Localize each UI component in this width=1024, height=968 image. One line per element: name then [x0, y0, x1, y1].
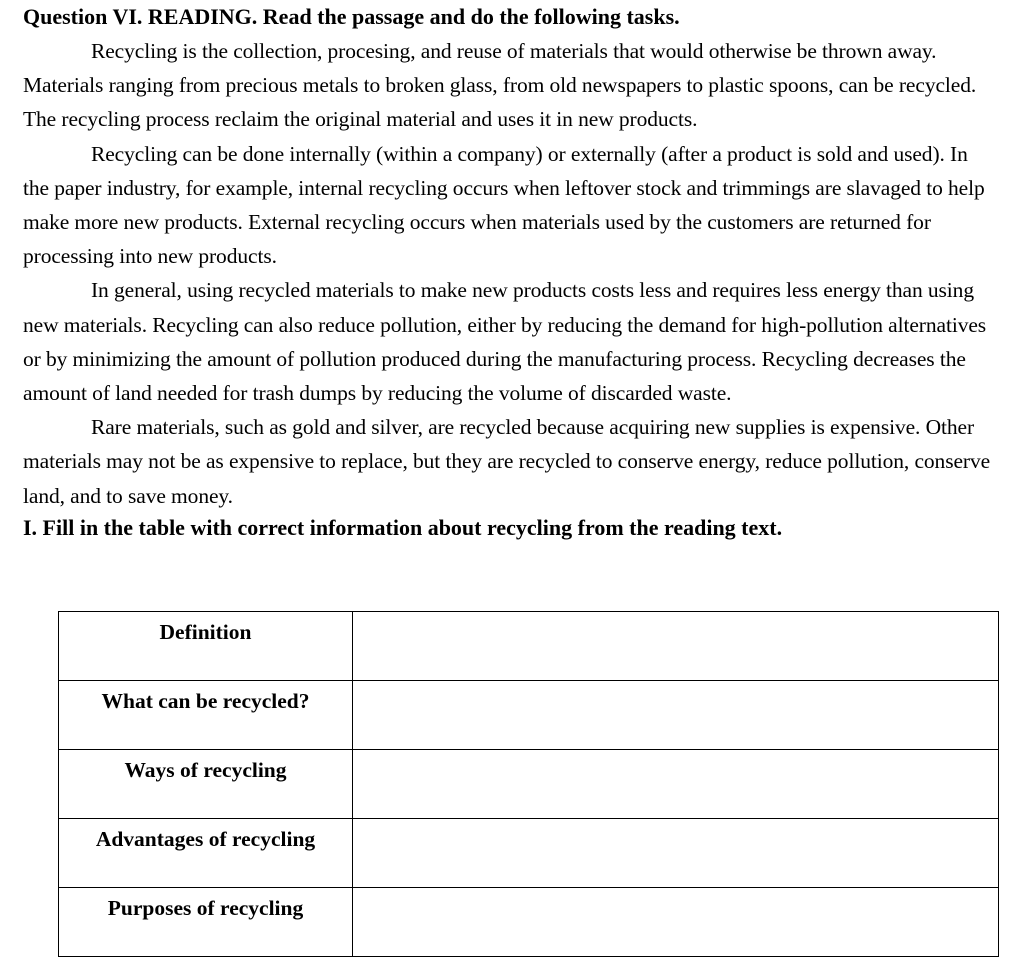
worksheet-page	[23, 0, 995, 543]
passage-paragraph-2: Recycling can be done internally (within a company) or externally (after a product is sold and used). In the paper industry, for example, internal recycling occurs when leftover stock and trimmings are slavaged to help make more new products. External recycling occurs when materials used by the customers are returned for processing into new products.	[23, 141, 985, 269]
answer-cell-ways-of-recycling[interactable]	[353, 750, 999, 819]
row-label-what-can-be-recycled: What can be recycled?	[59, 681, 353, 750]
row-label-definition: Definition	[59, 612, 353, 681]
question-heading: Question VI. READING. Read the passage and do the following tasks.	[23, 4, 680, 29]
row-label-advantages-of-recycling: Advantages of recycling	[59, 819, 353, 888]
answer-cell-what-can-be-recycled[interactable]	[353, 681, 999, 750]
table-row	[59, 612, 999, 681]
table-row	[59, 750, 999, 819]
task-instruction: I. Fill in the table with correct information about recycling from the reading text.	[23, 514, 783, 540]
answer-cell-advantages-of-recycling[interactable]	[353, 819, 999, 888]
answer-cell-purposes-of-recycling[interactable]	[353, 888, 999, 957]
answer-cell-definition[interactable]	[353, 612, 999, 681]
passage-paragraph-1: Recycling is the collection, procesing, and reuse of materials that would otherwise be thrown away. Materials ranging from precious metals to broken glass, from old newspapers to plastic spoons, can be recycled. The recycling process reclaim the original material and uses it in new products.	[23, 39, 977, 132]
answer-table	[58, 611, 999, 957]
table-row	[59, 819, 999, 888]
row-label-purposes-of-recycling: Purposes of recycling	[59, 888, 353, 957]
table-row	[59, 888, 999, 957]
table-row	[59, 681, 999, 750]
passage-paragraph-4: Rare materials, such as gold and silver, are recycled because acquiring new supplies is expensive. Other materials may not be as expensive to replace, but they are recycled to conserve energy, reduce pollution, conserve land, and to save money.	[23, 415, 991, 508]
row-label-ways-of-recycling: Ways of recycling	[59, 750, 353, 819]
passage-paragraph-3: In general, using recycled materials to make new products costs less and requires less energy than using new materials. Recycling can also reduce pollution, either by reducing the demand for high-pollution alternatives or by minimizing the amount of pollution produced during the manufacturing process. Recycling decreases the amount of land needed for trash dumps by reducing the volume of discarded waste.	[23, 278, 987, 406]
